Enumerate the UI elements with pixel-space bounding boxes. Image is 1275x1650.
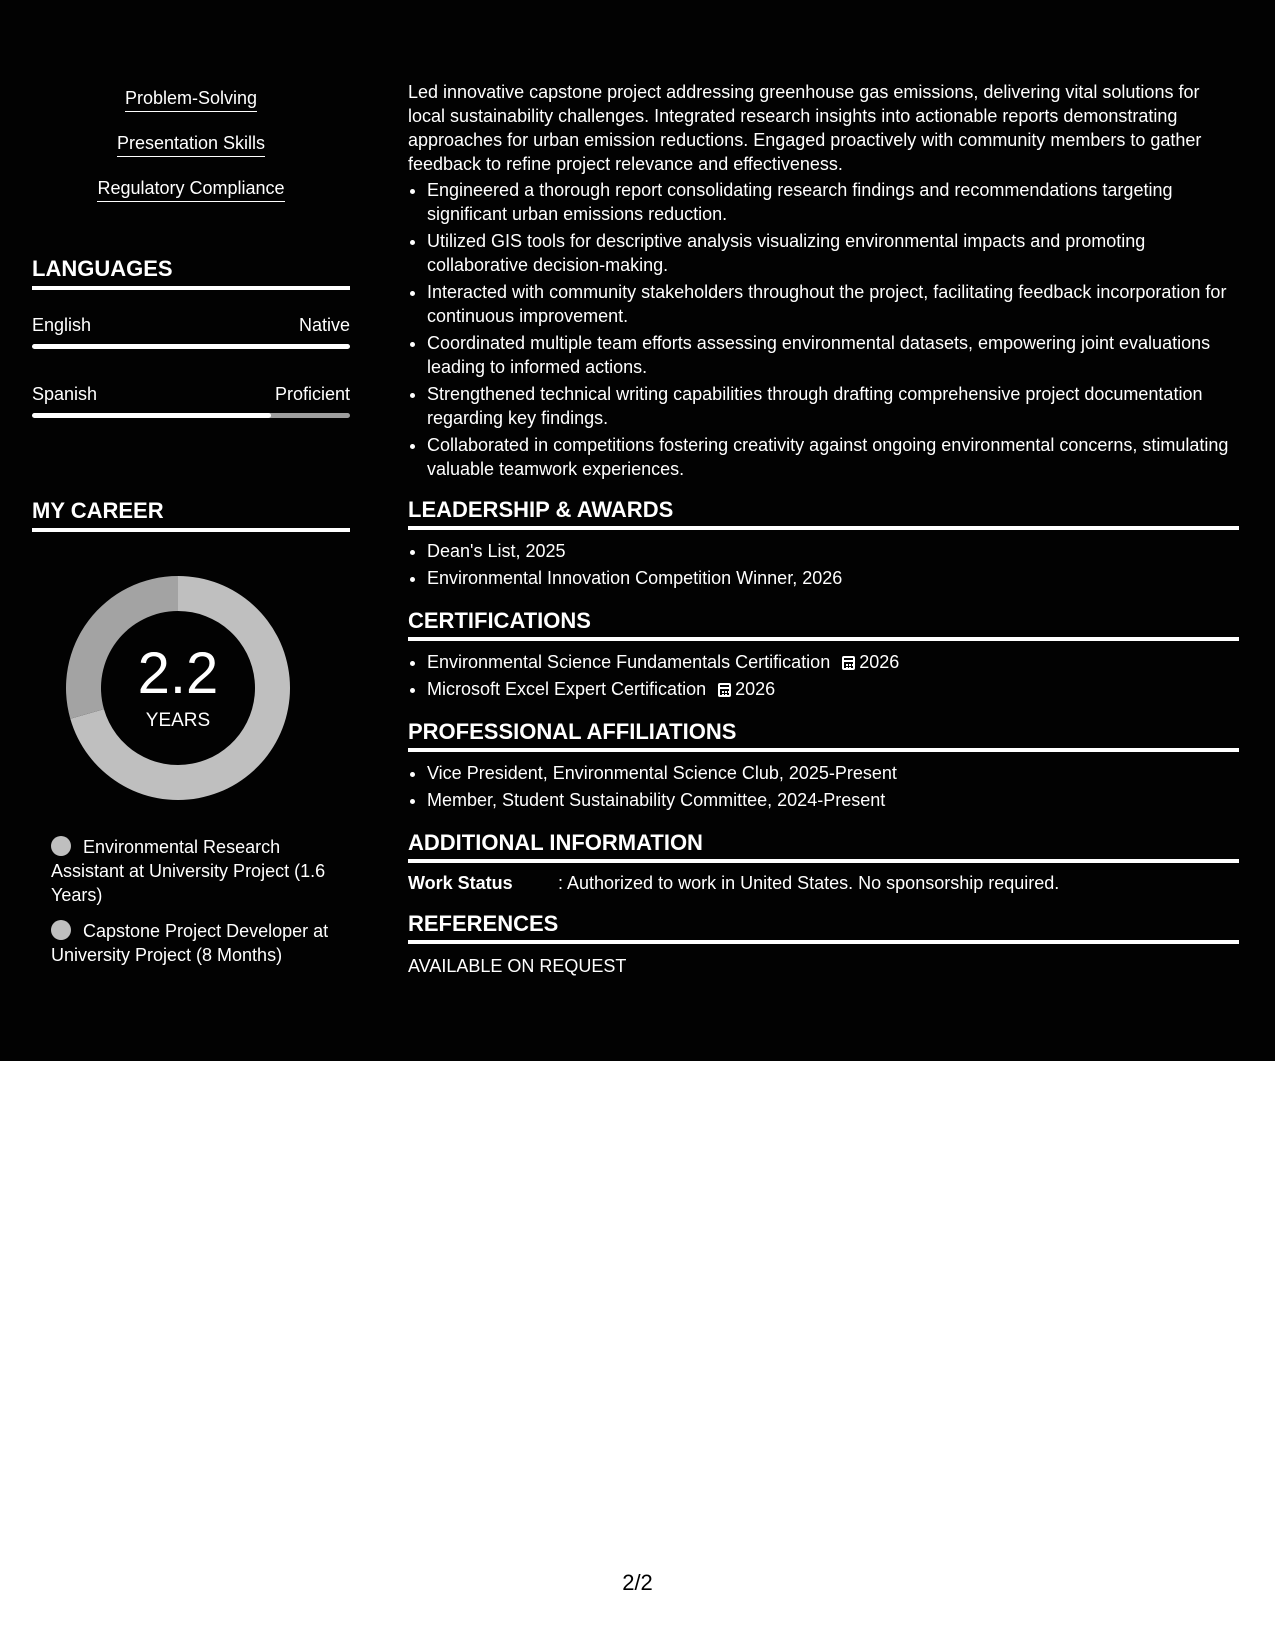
certification-name: Microsoft Excel Expert Certification	[427, 679, 707, 699]
career-heading: MY CAREER	[32, 498, 350, 532]
work-status-value: : Authorized to work in United States. No sponsorship required.	[558, 873, 1060, 893]
language-row	[32, 383, 350, 418]
experience-summary: Led innovative capstone project addressing greenhouse gas emissions, delivering vital solutions for local sustainability challenges. Integrated research insights into actionable reports demonstrating approaches for urban emission reductions. Engaged proactively with community members to gather feedback to refine project relevance and effectiveness.	[408, 82, 1202, 174]
legend-dot-icon	[51, 920, 71, 940]
leadership-heading: LEADERSHIP & AWARDS	[408, 497, 1239, 530]
certification-year: 2026	[735, 679, 776, 699]
list-item: • Collaborated in competitions fostering creativity against ongoing environmental concerns, stimulating valuable teamwork experiences.	[427, 433, 1239, 481]
main-content	[408, 80, 1239, 978]
language-bar	[32, 413, 350, 418]
sidebar	[32, 0, 350, 965]
list-item: • Member, Student Sustainability Committee, 2024-Present	[427, 787, 1239, 814]
additional-info-heading: ADDITIONAL INFORMATION	[408, 830, 1239, 863]
list-item: • Environmental Innovation Competition Winner, 2026	[427, 565, 1239, 592]
list-item: • Utilized GIS tools for descriptive analysis visualizing environmental impacts and promoting collaborative decision-making.	[427, 229, 1239, 277]
language-name: Spanish	[32, 384, 98, 404]
career-item-label: Environmental Research Assistant at University Project (1.6 Years)	[51, 837, 326, 905]
experience-bullets	[408, 178, 1239, 481]
leadership-list	[408, 538, 1239, 592]
list-item: • Dean's List, 2025	[427, 538, 1239, 565]
certification-year: 2026	[859, 652, 900, 672]
certifications-list	[408, 649, 1239, 703]
list-item	[427, 676, 1239, 703]
skill-item: Regulatory Compliance	[97, 176, 284, 202]
list-item: • Vice President, Environmental Science Club, 2025-Present	[427, 760, 1239, 787]
language-name: English	[32, 315, 92, 335]
language-bar	[32, 344, 350, 349]
list-item	[427, 649, 1239, 676]
calendar-icon	[718, 683, 731, 697]
language-bar-fill	[32, 344, 350, 349]
career-total-unit: YEARS	[145, 710, 211, 731]
skills-list	[32, 86, 350, 221]
list-item: • Strengthened technical writing capabilities through drafting comprehensive project documentation regarding key findings.	[427, 382, 1239, 430]
certifications-heading: CERTIFICATIONS	[408, 608, 1239, 641]
affiliations-heading: PROFESSIONAL AFFILIATIONS	[408, 719, 1239, 752]
career-item-label: Capstone Project Developer at University Project (8 Months)	[51, 921, 329, 965]
skill-item: Problem-Solving	[125, 86, 257, 112]
career-list	[51, 835, 341, 979]
career-item	[51, 835, 341, 907]
language-level: Proficient	[274, 384, 350, 404]
list-item: • Engineered a thorough report consolidating research findings and recommendations targeting significant urban emissions reduction.	[427, 178, 1239, 226]
references-heading: REFERENCES	[408, 911, 1239, 944]
languages-heading: LANGUAGES	[32, 256, 350, 290]
language-bar-fill	[32, 413, 271, 418]
affiliations-list	[408, 760, 1239, 814]
career-total-value: 2.2	[137, 641, 219, 706]
work-status-label: Work Status	[408, 873, 513, 893]
skill-item: Presentation Skills	[117, 131, 265, 157]
list-item: • Coordinated multiple team efforts assessing environmental datasets, empowering joint evaluations leading to informed actions.	[427, 331, 1239, 379]
certification-name: Environmental Science Fundamentals Certification	[427, 652, 831, 672]
legend-dot-icon	[51, 836, 71, 856]
calendar-icon	[842, 656, 855, 670]
references-text: AVAILABLE ON REQUEST	[408, 956, 627, 976]
language-row	[32, 314, 350, 349]
career-item	[51, 919, 341, 967]
page-number: 2/2	[622, 1570, 653, 1595]
language-level: Native	[298, 315, 350, 335]
work-status-row	[408, 871, 1239, 895]
list-item: • Interacted with community stakeholders throughout the project, facilitating feedback incorporation for continuous improvement.	[427, 280, 1239, 328]
career-donut-chart	[66, 576, 290, 800]
